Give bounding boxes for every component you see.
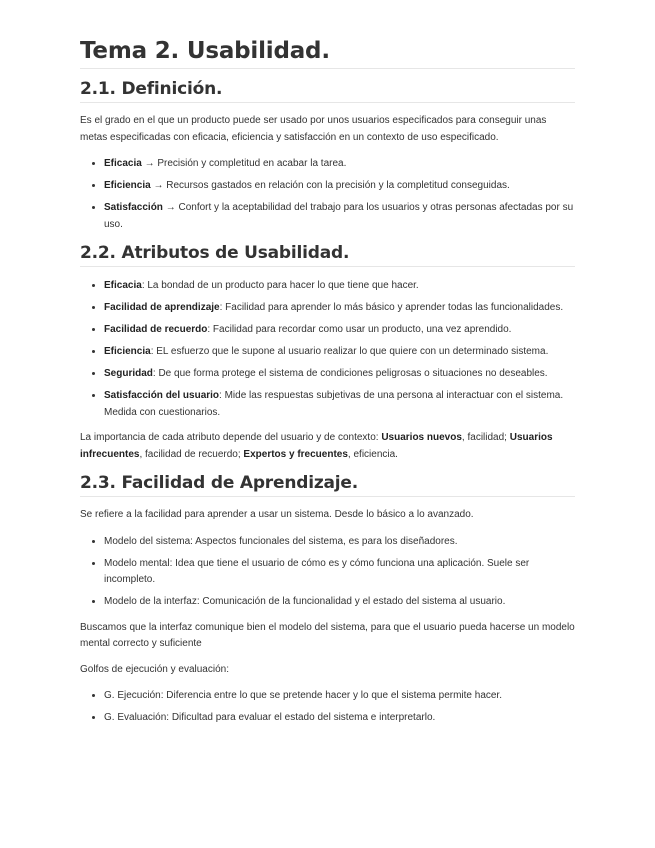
list-item-term: Satisfacción bbox=[104, 202, 163, 213]
closing-text: , facilidad de recuerdo; bbox=[139, 448, 244, 460]
list-item-term: Satisfacción del usuario bbox=[104, 390, 220, 401]
list-item: • Modelo de la interfaz: Comunicación de la funcionalidad y el estado del sistema al usuario. bbox=[104, 593, 575, 611]
list-item-text: : La bondad de un producto para hacer lo que tiene que hacer. bbox=[141, 280, 419, 291]
aprendizaje-para: Buscamos que la interfaz comunique bien el modelo del sistema, para que el usuario pueda hacerse un modelo mental correcto y suficiente bbox=[80, 621, 575, 649]
list-item bbox=[104, 155, 575, 173]
section-heading-atributos: 2.2. Atributos de Usabilidad. bbox=[80, 243, 575, 267]
list-item bbox=[104, 177, 575, 195]
list-item bbox=[104, 277, 575, 295]
list-item-text: : De que forma protege el sistema de condiciones peligrosas o situaciones no deseables. bbox=[152, 368, 548, 379]
definicion-intro-line2: metas especificadas con eficacia, eficiencia y satisfacción en un contexto de uso especificado. bbox=[80, 131, 499, 143]
definicion-intro bbox=[80, 113, 575, 146]
closing-text: , eficiencia. bbox=[347, 448, 398, 460]
list-item: • G. Ejecución: Diferencia entre lo que se pretende hacer y lo que el sistema permite hacer. bbox=[104, 687, 575, 705]
list-item bbox=[104, 365, 575, 383]
list-item: • Modelo mental: Idea que tiene el usuario de cómo es y cómo funciona una aplicación. Suele ser incompleto. bbox=[104, 555, 575, 589]
list-item bbox=[104, 199, 575, 233]
definicion-intro-line1: Es el grado en el que un producto puede ser usado por unos usuarios especificados para conseguir unas bbox=[80, 115, 547, 126]
list-item-text: → Confort y la aceptabilidad del trabajo para los usuarios y otras personas afectadas por su uso. bbox=[104, 202, 574, 230]
list-item-text: → Recursos gastados en relación con la precisión y la completitud conseguidas. bbox=[150, 180, 510, 191]
list-item bbox=[104, 343, 575, 361]
list-item: • G. Evaluación: Dificultad para evaluar el estado del sistema e interpretarlo. bbox=[104, 709, 575, 727]
list-item-term: Eficacia bbox=[104, 158, 142, 169]
atributos-list bbox=[80, 277, 575, 421]
list-item-term: Eficiencia bbox=[104, 346, 151, 357]
section-heading-definicion: 2.1. Definición. bbox=[80, 79, 575, 103]
list-item: • Modelo del sistema: Aspectos funcionales del sistema, es para los diseñadores. bbox=[104, 533, 575, 551]
page-title: Tema 2. Usabilidad. bbox=[80, 38, 575, 69]
list-item bbox=[104, 387, 575, 421]
closing-text: La importancia de cada atributo depende del usuario y de contexto: bbox=[80, 432, 382, 443]
list-item-text: : Facilidad para recordar como usar un producto, una vez aprendido. bbox=[207, 324, 512, 335]
aprendizaje-list bbox=[80, 533, 575, 611]
list-item-term: Facilidad de recuerdo bbox=[104, 324, 208, 335]
list-item-text: → Precisión y completitud en acabar la tarea. bbox=[141, 158, 347, 169]
list-item-text: : EL esfuerzo que le supone al usuario realizar lo que quiere con un determinado sistema. bbox=[150, 346, 549, 357]
closing-term: Usuarios infrecuentes bbox=[80, 432, 553, 460]
list-item-term: Eficiencia bbox=[104, 180, 151, 191]
section-heading-aprendizaje: 2.3. Facilidad de Aprendizaje. bbox=[80, 473, 575, 497]
aprendizaje-intro: Se refiere a la facilidad para aprender a usar un sistema. Desde lo básico a lo avanzado. bbox=[80, 509, 474, 520]
list-item bbox=[104, 321, 575, 339]
golfos-list bbox=[80, 687, 575, 727]
definicion-list bbox=[80, 155, 575, 233]
list-item bbox=[104, 299, 575, 317]
atributos-closing bbox=[80, 430, 575, 463]
list-item-term: Eficacia bbox=[104, 280, 142, 291]
list-item-text: : Mide las respuestas subjetivas de una persona al interactuar con el sistema. Medida con cuestionarios. bbox=[104, 390, 564, 418]
list-item-term: Seguridad bbox=[104, 368, 153, 379]
closing-term: Expertos y frecuentes bbox=[243, 448, 348, 460]
golfos-intro: Golfos de ejecución y evaluación: bbox=[80, 663, 229, 675]
list-item-term: Facilidad de aprendizaje bbox=[104, 302, 220, 313]
closing-text: , facilidad; bbox=[461, 432, 510, 443]
list-item-text: : Facilidad para aprender lo más básico y aprender todas las funcionalidades. bbox=[219, 302, 564, 313]
closing-term: Usuarios nuevos bbox=[381, 432, 462, 443]
